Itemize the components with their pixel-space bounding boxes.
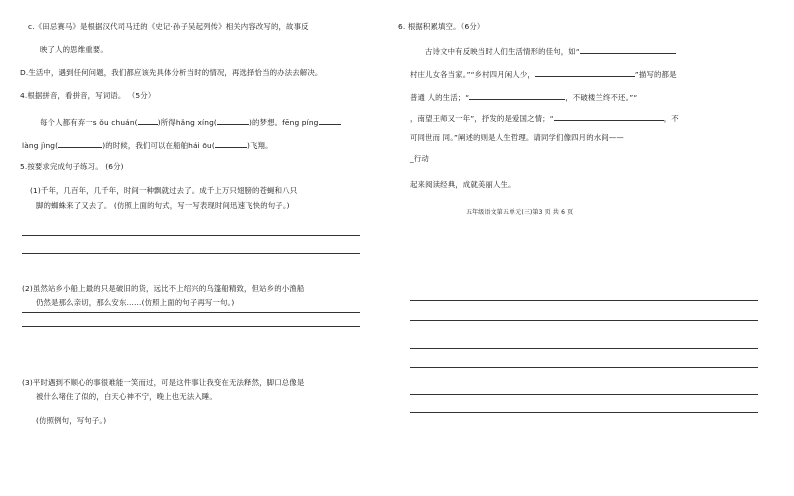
q6-line6: _行动 (410, 154, 429, 163)
q5-sub3-hint: (仿照例句，写句子。) (36, 416, 107, 425)
answer-blank[interactable] (319, 116, 341, 125)
answer-blank[interactable] (217, 116, 249, 125)
option-c-line1: c.《田忌赛马》是根据汉代司马迁的《史记·孙子吴起列传》相关内容改写的，故事反 (28, 22, 309, 31)
q6-line5: 可同世而 同。”阐述的则是人生哲理。请同学们像四月的水间—— (410, 133, 624, 142)
answer-blank[interactable] (554, 112, 664, 121)
answer-blank[interactable] (469, 91, 565, 100)
q4-line1: 每个人都有弃一s ǒu chuán( )所得hǎng xíng( )的梦想。fēng píng (40, 116, 341, 128)
answer-line[interactable] (410, 300, 758, 301)
answer-line[interactable] (22, 312, 360, 313)
option-d: D.生活中，遇到任何问题，我们都应该先具体分析当时的情况，再选择恰当的办法去解决。 (20, 68, 323, 77)
answer-line[interactable] (410, 320, 758, 321)
q5-sub2-line1: (2)虽然站乡小船上最的只是破旧的货，远比不上绍兴的乌篷船精致，但站乡的小渔船 (22, 284, 305, 293)
q5-sub1-line1: (1)千年，几百年，几千年，时间一种飘就过去了。成千上万只翅膀的苍蝇和八只 (30, 186, 298, 195)
q4-title: 4.根据拼音，看拼音，写词语。 （5分） (20, 91, 156, 100)
answer-line[interactable] (22, 326, 360, 327)
q5-sub3-line1: (3)平时遇到不顺心的事很难能一笑而过，可是这件事让我变在无法释然，脚口总像是 (22, 378, 305, 387)
answer-line[interactable] (410, 412, 758, 413)
page-footer: 五年级语文第五单元(三)第3 页 共 6 页 (466, 209, 574, 216)
q6-line1: 古诗文中有反映当时人们生活情形的佳句，如“ (425, 45, 676, 57)
q6-line2: 村庄儿女各当家。”“乡村四月闲人少， ”描写的都是 (410, 70, 677, 79)
answer-line[interactable] (410, 348, 758, 349)
answer-blank[interactable] (215, 139, 247, 148)
answer-blank[interactable] (535, 68, 635, 77)
answer-blank[interactable] (580, 45, 676, 54)
q5-sub3-line2: 被什么堵住了似的，白天心神不宁，晚上也无法入睡。 (36, 392, 217, 401)
q6-title: 6. 根据积累填空。（6分） (398, 22, 485, 31)
q5-sub2-line2: 仍然是那么亲切，那么安东……(仿照上面的句子再写一句。) (36, 298, 235, 307)
q6-line4: ，南望王师又一年”，抒发的是爱国之情；“ ，不 (410, 114, 679, 123)
option-c-line2: 映了人的思维重要。 (40, 45, 108, 54)
answer-line[interactable] (22, 253, 360, 254)
q6-line7: 起来阅读经典，成就美丽人生。 (410, 180, 516, 189)
answer-line[interactable] (410, 394, 758, 395)
q5-sub1-line2: 脚的蜘蛛来了又去了。 (仿照上面的句式，写一写表现时间迅速飞快的句子。) (36, 201, 290, 210)
answer-blank[interactable] (138, 116, 158, 125)
answer-blank[interactable] (58, 139, 102, 148)
q5-title: 5.按要求完成句子练习。 (6分) (20, 162, 124, 171)
answer-line[interactable] (22, 235, 360, 236)
answer-line[interactable] (410, 367, 758, 368)
q6-line3: 普通 人的生活；“ ，不破楼兰终不还。”“ (410, 93, 638, 102)
q4-line2: làng jìng( )的时候，我们可以在船舶hái ōu( )飞翔。 (22, 141, 273, 150)
